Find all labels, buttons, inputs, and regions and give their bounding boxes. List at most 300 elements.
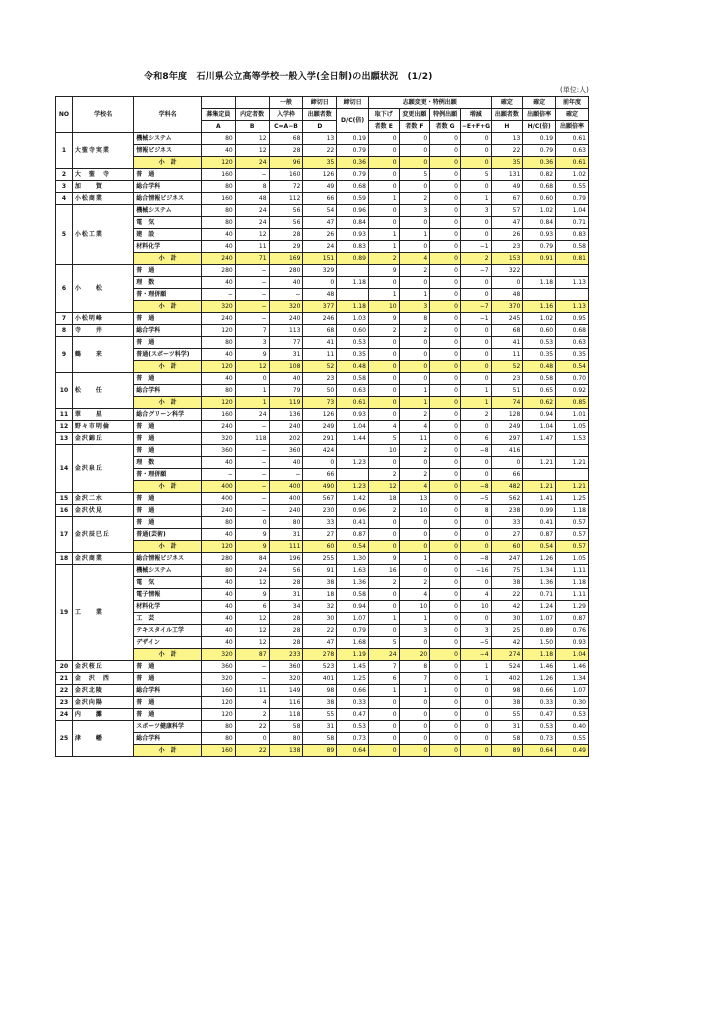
school-name: 大 聖 寺 [72, 169, 133, 181]
cell-kakutei-count: 38 [491, 697, 523, 709]
school-name: 津 幡 [72, 721, 133, 757]
cell-torisage: 0 [368, 457, 399, 469]
cell-tokurei: 0 [430, 493, 461, 505]
cell-kakutei-ratio: 1.07 [523, 613, 556, 625]
cell-ippan: 202 [269, 433, 303, 445]
cell-kakutei-ratio [523, 289, 556, 301]
cell-kakutei-ratio: 1.41 [523, 493, 556, 505]
subtotal-label: 小 計 [134, 397, 202, 409]
cell-shime-count: 11 [303, 349, 337, 361]
cell-kakutei-count: 322 [491, 265, 523, 277]
cell-henkou: 4 [399, 589, 430, 601]
cell-kakutei-count: 51 [491, 385, 523, 397]
cell-naitei: 12 [235, 229, 269, 241]
cell-henkou: 0 [399, 457, 430, 469]
school-no: 24 [56, 709, 73, 721]
cell-henkou: 0 [399, 529, 430, 541]
cell-zennen-ratio: 0.68 [556, 325, 589, 337]
cell-zougen: −16 [460, 565, 491, 577]
dept-name: 普通(スポーツ科学) [134, 349, 202, 361]
cell-henkou: 2 [399, 265, 430, 277]
cell-ippan: 400 [269, 493, 303, 505]
col-zougen-2: −E+F+G [460, 121, 491, 133]
cell-naitei: 0 [235, 373, 269, 385]
cell-capacity: 80 [201, 565, 235, 577]
cell-zennen-ratio: 1.02 [556, 169, 589, 181]
cell-ippan: 77 [269, 337, 303, 349]
school-name: 寺 井 [72, 325, 133, 337]
cell-zennen-ratio: 0.83 [556, 229, 589, 241]
cell-kakutei-count: 128 [491, 409, 523, 421]
cell-kakutei-ratio: 0.47 [523, 709, 556, 721]
cell-shime-count: 60 [303, 541, 337, 553]
cell-tokurei: 0 [430, 697, 461, 709]
cell-torisage: 0 [368, 349, 399, 361]
school-no: 1 [56, 133, 73, 169]
cell-kakutei-ratio: 1.18 [523, 277, 556, 289]
cell-naitei: − [235, 493, 269, 505]
cell-shime-ratio: 0.89 [337, 253, 369, 265]
cell-zennen-ratio: 0.55 [556, 733, 589, 745]
cell-tokurei: 0 [430, 469, 461, 481]
cell-naitei: 24 [235, 157, 269, 169]
cell-tokurei: 0 [430, 613, 461, 625]
cell-zougen: 0 [460, 457, 491, 469]
dept-name: 総合学科 [134, 181, 202, 193]
school-no: 16 [56, 505, 73, 517]
school-name: 翠 星 [72, 409, 133, 421]
cell-torisage: 9 [368, 553, 399, 565]
cell-capacity: 120 [201, 157, 235, 169]
col-dept: 学科名 [134, 97, 202, 133]
cell-kakutei-count: 68 [491, 325, 523, 337]
cell-capacity: 120 [201, 325, 235, 337]
cell-shime-ratio: 1.36 [337, 577, 369, 589]
cell-kakutei-count: 52 [491, 361, 523, 373]
application-status-table [55, 96, 589, 757]
cell-zennen-ratio: 0.87 [556, 613, 589, 625]
cell-naitei: − [235, 169, 269, 181]
cell-torisage: 0 [368, 361, 399, 373]
cell-zougen: 0 [460, 373, 491, 385]
cell-zennen-ratio: 1.05 [556, 421, 589, 433]
cell-kakutei-ratio: 0.19 [523, 133, 556, 145]
cell-kakutei-ratio: 0.79 [523, 145, 556, 157]
cell-zennen-ratio: 1.53 [556, 433, 589, 445]
school-name: 内 灘 [72, 709, 133, 721]
cell-zougen: 4 [460, 589, 491, 601]
cell-kakutei-ratio: 1.34 [523, 565, 556, 577]
cell-tokurei: 0 [430, 181, 461, 193]
school-no: 20 [56, 661, 73, 673]
cell-capacity: 160 [201, 193, 235, 205]
cell-henkou: 10 [399, 601, 430, 613]
col-kakutei2-3: H/C(倍) [523, 121, 556, 133]
col-ippan-3: C=A−B [269, 121, 303, 133]
dept-name: 普・理併願 [134, 289, 202, 301]
cell-naitei: 1 [235, 385, 269, 397]
cell-torisage: 0 [368, 517, 399, 529]
cell-ippan: 34 [269, 601, 303, 613]
cell-naitei: 0 [235, 733, 269, 745]
cell-naitei: 2 [235, 709, 269, 721]
subtotal-label: 小 計 [134, 649, 202, 661]
cell-shime-ratio: 0.73 [337, 733, 369, 745]
cell-ippan: 58 [269, 721, 303, 733]
school-no: 12 [56, 421, 73, 433]
cell-henkou: 10 [399, 505, 430, 517]
subtotal-label: 小 計 [134, 745, 202, 757]
cell-shime-count: 73 [303, 397, 337, 409]
cell-henkou: 0 [399, 697, 430, 709]
cell-shime-ratio: 0.59 [337, 193, 369, 205]
table-row [56, 445, 589, 457]
cell-ippan: 169 [269, 253, 303, 265]
cell-kakutei-count: 42 [491, 637, 523, 649]
cell-zennen-ratio: 0.53 [556, 709, 589, 721]
col-kakutei1-2: 出願者数 [491, 109, 523, 121]
col-capacity-blank [201, 97, 235, 109]
cell-zennen-ratio: 0.49 [556, 745, 589, 757]
cell-naitei: 9 [235, 529, 269, 541]
cell-kakutei-count: 38 [491, 577, 523, 589]
col-torisage-2: 者数 E [368, 121, 399, 133]
cell-kakutei-ratio: 1.50 [523, 637, 556, 649]
cell-ippan: 31 [269, 529, 303, 541]
cell-zougen: 2 [460, 409, 491, 421]
cell-kakutei-count: 35 [491, 157, 523, 169]
table-row [56, 433, 589, 445]
unit-label: (単位:人) [560, 86, 589, 94]
cell-henkou: 2 [399, 469, 430, 481]
cell-shime-ratio: 1.07 [337, 613, 369, 625]
school-no: 25 [56, 721, 73, 757]
cell-shime-ratio: 0.61 [337, 397, 369, 409]
school-name: 小松商業 [72, 193, 133, 205]
cell-kakutei-count: 274 [491, 649, 523, 661]
cell-ippan: 149 [269, 685, 303, 697]
cell-tokurei: 0 [430, 649, 461, 661]
cell-henkou: 0 [399, 217, 430, 229]
school-name: 野々市明倫 [72, 421, 133, 433]
cell-capacity: 400 [201, 493, 235, 505]
cell-naitei: 24 [235, 409, 269, 421]
cell-torisage: 0 [368, 541, 399, 553]
cell-shime-count: 13 [303, 133, 337, 145]
cell-shime-count: 246 [303, 313, 337, 325]
col-naitei-blank [235, 97, 269, 109]
cell-capacity: 240 [201, 505, 235, 517]
cell-zougen: −4 [460, 649, 491, 661]
cell-torisage: 0 [368, 709, 399, 721]
cell-shime-ratio: 1.18 [337, 277, 369, 289]
cell-torisage: 0 [368, 697, 399, 709]
cell-zougen: −8 [460, 553, 491, 565]
cell-ippan: 320 [269, 301, 303, 313]
dept-name: 総合学科 [134, 733, 202, 745]
cell-shime-count: 58 [303, 733, 337, 745]
cell-torisage: 4 [368, 421, 399, 433]
cell-shime-ratio [337, 289, 369, 301]
table-row [56, 577, 589, 589]
table-row [56, 709, 589, 721]
cell-capacity: 40 [201, 145, 235, 157]
cell-zougen: 0 [460, 517, 491, 529]
dept-name: 情報ビジネス [134, 145, 202, 157]
cell-tokurei: 0 [430, 205, 461, 217]
cell-zougen: 0 [460, 289, 491, 301]
table-row [56, 637, 589, 649]
school-name: 工 業 [72, 565, 133, 661]
cell-kakutei-count: 33 [491, 517, 523, 529]
cell-tokurei: 0 [430, 301, 461, 313]
cell-tokurei: 0 [430, 373, 461, 385]
cell-kakutei-ratio: 1.18 [523, 649, 556, 661]
cell-shime-count: 151 [303, 253, 337, 265]
cell-tokurei: 0 [430, 157, 461, 169]
cell-ippan: 96 [269, 157, 303, 169]
cell-shime-ratio: 0.33 [337, 697, 369, 709]
cell-kakutei-count: 524 [491, 661, 523, 673]
school-name: 松 任 [72, 373, 133, 409]
cell-zennen-ratio: 0.63 [556, 145, 589, 157]
cell-shime-count: 401 [303, 673, 337, 685]
cell-shime-ratio: 0.47 [337, 709, 369, 721]
cell-tokurei: 0 [430, 217, 461, 229]
cell-torisage: 10 [368, 301, 399, 313]
cell-capacity: 80 [201, 181, 235, 193]
cell-henkou: 0 [399, 517, 430, 529]
dept-name: 総合情報ビジネス [134, 553, 202, 565]
cell-zougen: 0 [460, 181, 491, 193]
cell-capacity: 40 [201, 625, 235, 637]
cell-torisage: 0 [368, 721, 399, 733]
cell-tokurei: 0 [430, 565, 461, 577]
cell-shime-count: 126 [303, 409, 337, 421]
cell-zougen: 0 [460, 685, 491, 697]
school-name: 大聖寺実業 [72, 133, 133, 169]
col-shime2-2: D/C(倍) [337, 109, 369, 133]
cell-shime-count: 52 [303, 361, 337, 373]
table-row [56, 229, 589, 241]
cell-capacity: 80 [201, 133, 235, 145]
cell-henkou: 5 [399, 169, 430, 181]
cell-shime-ratio: 0.87 [337, 529, 369, 541]
cell-tokurei: 0 [430, 673, 461, 685]
col-zennen-1: 前年度 [556, 97, 589, 109]
cell-shime-count: 18 [303, 589, 337, 601]
dept-name: テキスタイル工学 [134, 625, 202, 637]
cell-shime-ratio: 0.53 [337, 337, 369, 349]
cell-shime-ratio [337, 445, 369, 457]
dept-name: 総合情報ビジネス [134, 193, 202, 205]
cell-shime-count: 48 [303, 289, 337, 301]
cell-kakutei-ratio: 0.71 [523, 589, 556, 601]
cell-capacity: 40 [201, 229, 235, 241]
cell-kakutei-ratio: 1.21 [523, 481, 556, 493]
cell-shime-ratio: 0.93 [337, 409, 369, 421]
cell-shime-count: 27 [303, 529, 337, 541]
cell-ippan: 40 [269, 457, 303, 469]
subtotal-row [56, 157, 589, 169]
cell-shime-ratio: 0.96 [337, 505, 369, 517]
cell-shime-ratio: 0.79 [337, 169, 369, 181]
col-kakutei1-3: H [491, 121, 523, 133]
dept-name: 材料化学 [134, 241, 202, 253]
cell-tokurei: 0 [430, 421, 461, 433]
cell-naitei: 12 [235, 361, 269, 373]
cell-shime-ratio: 0.68 [337, 181, 369, 193]
cell-shime-count: 50 [303, 385, 337, 397]
cell-ippan: 360 [269, 445, 303, 457]
cell-shime-count: 567 [303, 493, 337, 505]
col-kakutei2-2: 出願倍率 [523, 109, 556, 121]
cell-torisage: 2 [368, 253, 399, 265]
cell-kakutei-count: 47 [491, 217, 523, 229]
cell-capacity: 40 [201, 637, 235, 649]
cell-kakutei-ratio: 1.02 [523, 205, 556, 217]
col-shime1-1: 締切日 [303, 97, 337, 109]
cell-henkou: 11 [399, 433, 430, 445]
cell-capacity: 160 [201, 745, 235, 757]
cell-ippan: 31 [269, 589, 303, 601]
cell-tokurei: 0 [430, 397, 461, 409]
cell-zennen-ratio: 0.79 [556, 193, 589, 205]
cell-zougen: 0 [460, 529, 491, 541]
cell-torisage: 0 [368, 133, 399, 145]
cell-shime-ratio: 1.04 [337, 421, 369, 433]
cell-shime-ratio: 0.19 [337, 133, 369, 145]
cell-tokurei: 0 [430, 445, 461, 457]
cell-naitei: 8 [235, 181, 269, 193]
cell-shime-count: 98 [303, 685, 337, 697]
cell-shime-ratio: 0.84 [337, 217, 369, 229]
cell-torisage: 0 [368, 733, 399, 745]
cell-zennen-ratio: 0.40 [556, 721, 589, 733]
cell-shime-count: 249 [303, 421, 337, 433]
cell-henkou: 1 [399, 685, 430, 697]
dept-name: 理 数 [134, 277, 202, 289]
cell-shime-ratio: 1.18 [337, 301, 369, 313]
cell-shime-count: 66 [303, 193, 337, 205]
dept-name: 材料化学 [134, 601, 202, 613]
cell-henkou: 0 [399, 277, 430, 289]
cell-kakutei-count: 30 [491, 613, 523, 625]
cell-zougen: −7 [460, 265, 491, 277]
cell-capacity: 160 [201, 169, 235, 181]
cell-kakutei-count: 25 [491, 625, 523, 637]
cell-kakutei-ratio: 1.26 [523, 553, 556, 565]
cell-capacity: 80 [201, 337, 235, 349]
table-row [56, 589, 589, 601]
cell-kakutei-count: 60 [491, 541, 523, 553]
col-henkou-2: 者数 F [399, 121, 430, 133]
cell-kakutei-ratio: 1.24 [523, 601, 556, 613]
col-capacity-2: A [201, 121, 235, 133]
table-row [56, 409, 589, 421]
school-name: 金沢北陵 [72, 685, 133, 697]
cell-ippan: 80 [269, 517, 303, 529]
cell-torisage: 10 [368, 445, 399, 457]
cell-naitei: 12 [235, 613, 269, 625]
cell-kakutei-count: 55 [491, 709, 523, 721]
school-name: 金沢商業 [72, 553, 133, 565]
cell-zougen: 0 [460, 721, 491, 733]
cell-naitei: 1 [235, 397, 269, 409]
cell-kakutei-ratio: 1.26 [523, 673, 556, 685]
cell-zennen-ratio: 0.95 [556, 313, 589, 325]
cell-zennen-ratio [556, 469, 589, 481]
cell-kakutei-ratio: 1.47 [523, 433, 556, 445]
cell-kakutei-count: 22 [491, 589, 523, 601]
cell-zennen-ratio: 0.61 [556, 157, 589, 169]
cell-shime-count: 54 [303, 205, 337, 217]
cell-henkou: 20 [399, 649, 430, 661]
cell-kakutei-ratio: 0.35 [523, 349, 556, 361]
cell-ippan: 28 [269, 637, 303, 649]
cell-kakutei-ratio: 0.64 [523, 745, 556, 757]
cell-henkou: 3 [399, 205, 430, 217]
cell-zennen-ratio: 1.21 [556, 481, 589, 493]
cell-shime-count: 66 [303, 469, 337, 481]
table-row [56, 721, 589, 733]
cell-shime-count: 291 [303, 433, 337, 445]
dept-name: 理 数 [134, 457, 202, 469]
cell-shime-ratio: 0.53 [337, 721, 369, 733]
cell-henkou: 2 [399, 325, 430, 337]
cell-henkou: 7 [399, 673, 430, 685]
subtotal-label: 小 計 [134, 301, 202, 313]
cell-henkou: 8 [399, 313, 430, 325]
cell-ippan: 56 [269, 565, 303, 577]
table-body [56, 133, 589, 757]
cell-shime-count: 230 [303, 505, 337, 517]
cell-capacity: 40 [201, 613, 235, 625]
school-no: 7 [56, 313, 73, 325]
col-naitei-1: 内定者数 [235, 109, 269, 121]
cell-henkou: 0 [399, 709, 430, 721]
school-no: 19 [56, 565, 73, 661]
cell-tokurei: 0 [430, 577, 461, 589]
cell-zennen-ratio: 0.92 [556, 385, 589, 397]
cell-zennen-ratio [556, 265, 589, 277]
cell-naitei: 24 [235, 565, 269, 577]
cell-naitei: 11 [235, 685, 269, 697]
cell-henkou: 0 [399, 637, 430, 649]
cell-kakutei-count: 41 [491, 337, 523, 349]
cell-naitei: − [235, 265, 269, 277]
cell-henkou: 0 [399, 133, 430, 145]
cell-kakutei-ratio: 0.82 [523, 169, 556, 181]
cell-shime-count: 33 [303, 517, 337, 529]
cell-kakutei-ratio: 1.21 [523, 457, 556, 469]
dept-name: スポーツ健康科学 [134, 721, 202, 733]
cell-zennen-ratio: 0.71 [556, 217, 589, 229]
cell-naitei: 84 [235, 553, 269, 565]
cell-kakutei-ratio: 0.65 [523, 385, 556, 397]
cell-tokurei: 0 [430, 193, 461, 205]
subtotal-row [56, 649, 589, 661]
cell-tokurei: 0 [430, 433, 461, 445]
cell-shime-ratio [337, 265, 369, 277]
school-no: 21 [56, 673, 73, 685]
col-kakutei2-1: 確定 [523, 97, 556, 109]
cell-kakutei-ratio: 0.68 [523, 181, 556, 193]
cell-kakutei-ratio: 0.41 [523, 517, 556, 529]
cell-zennen-ratio: 1.46 [556, 661, 589, 673]
table-row [56, 289, 589, 301]
cell-zennen-ratio: 1.05 [556, 553, 589, 565]
